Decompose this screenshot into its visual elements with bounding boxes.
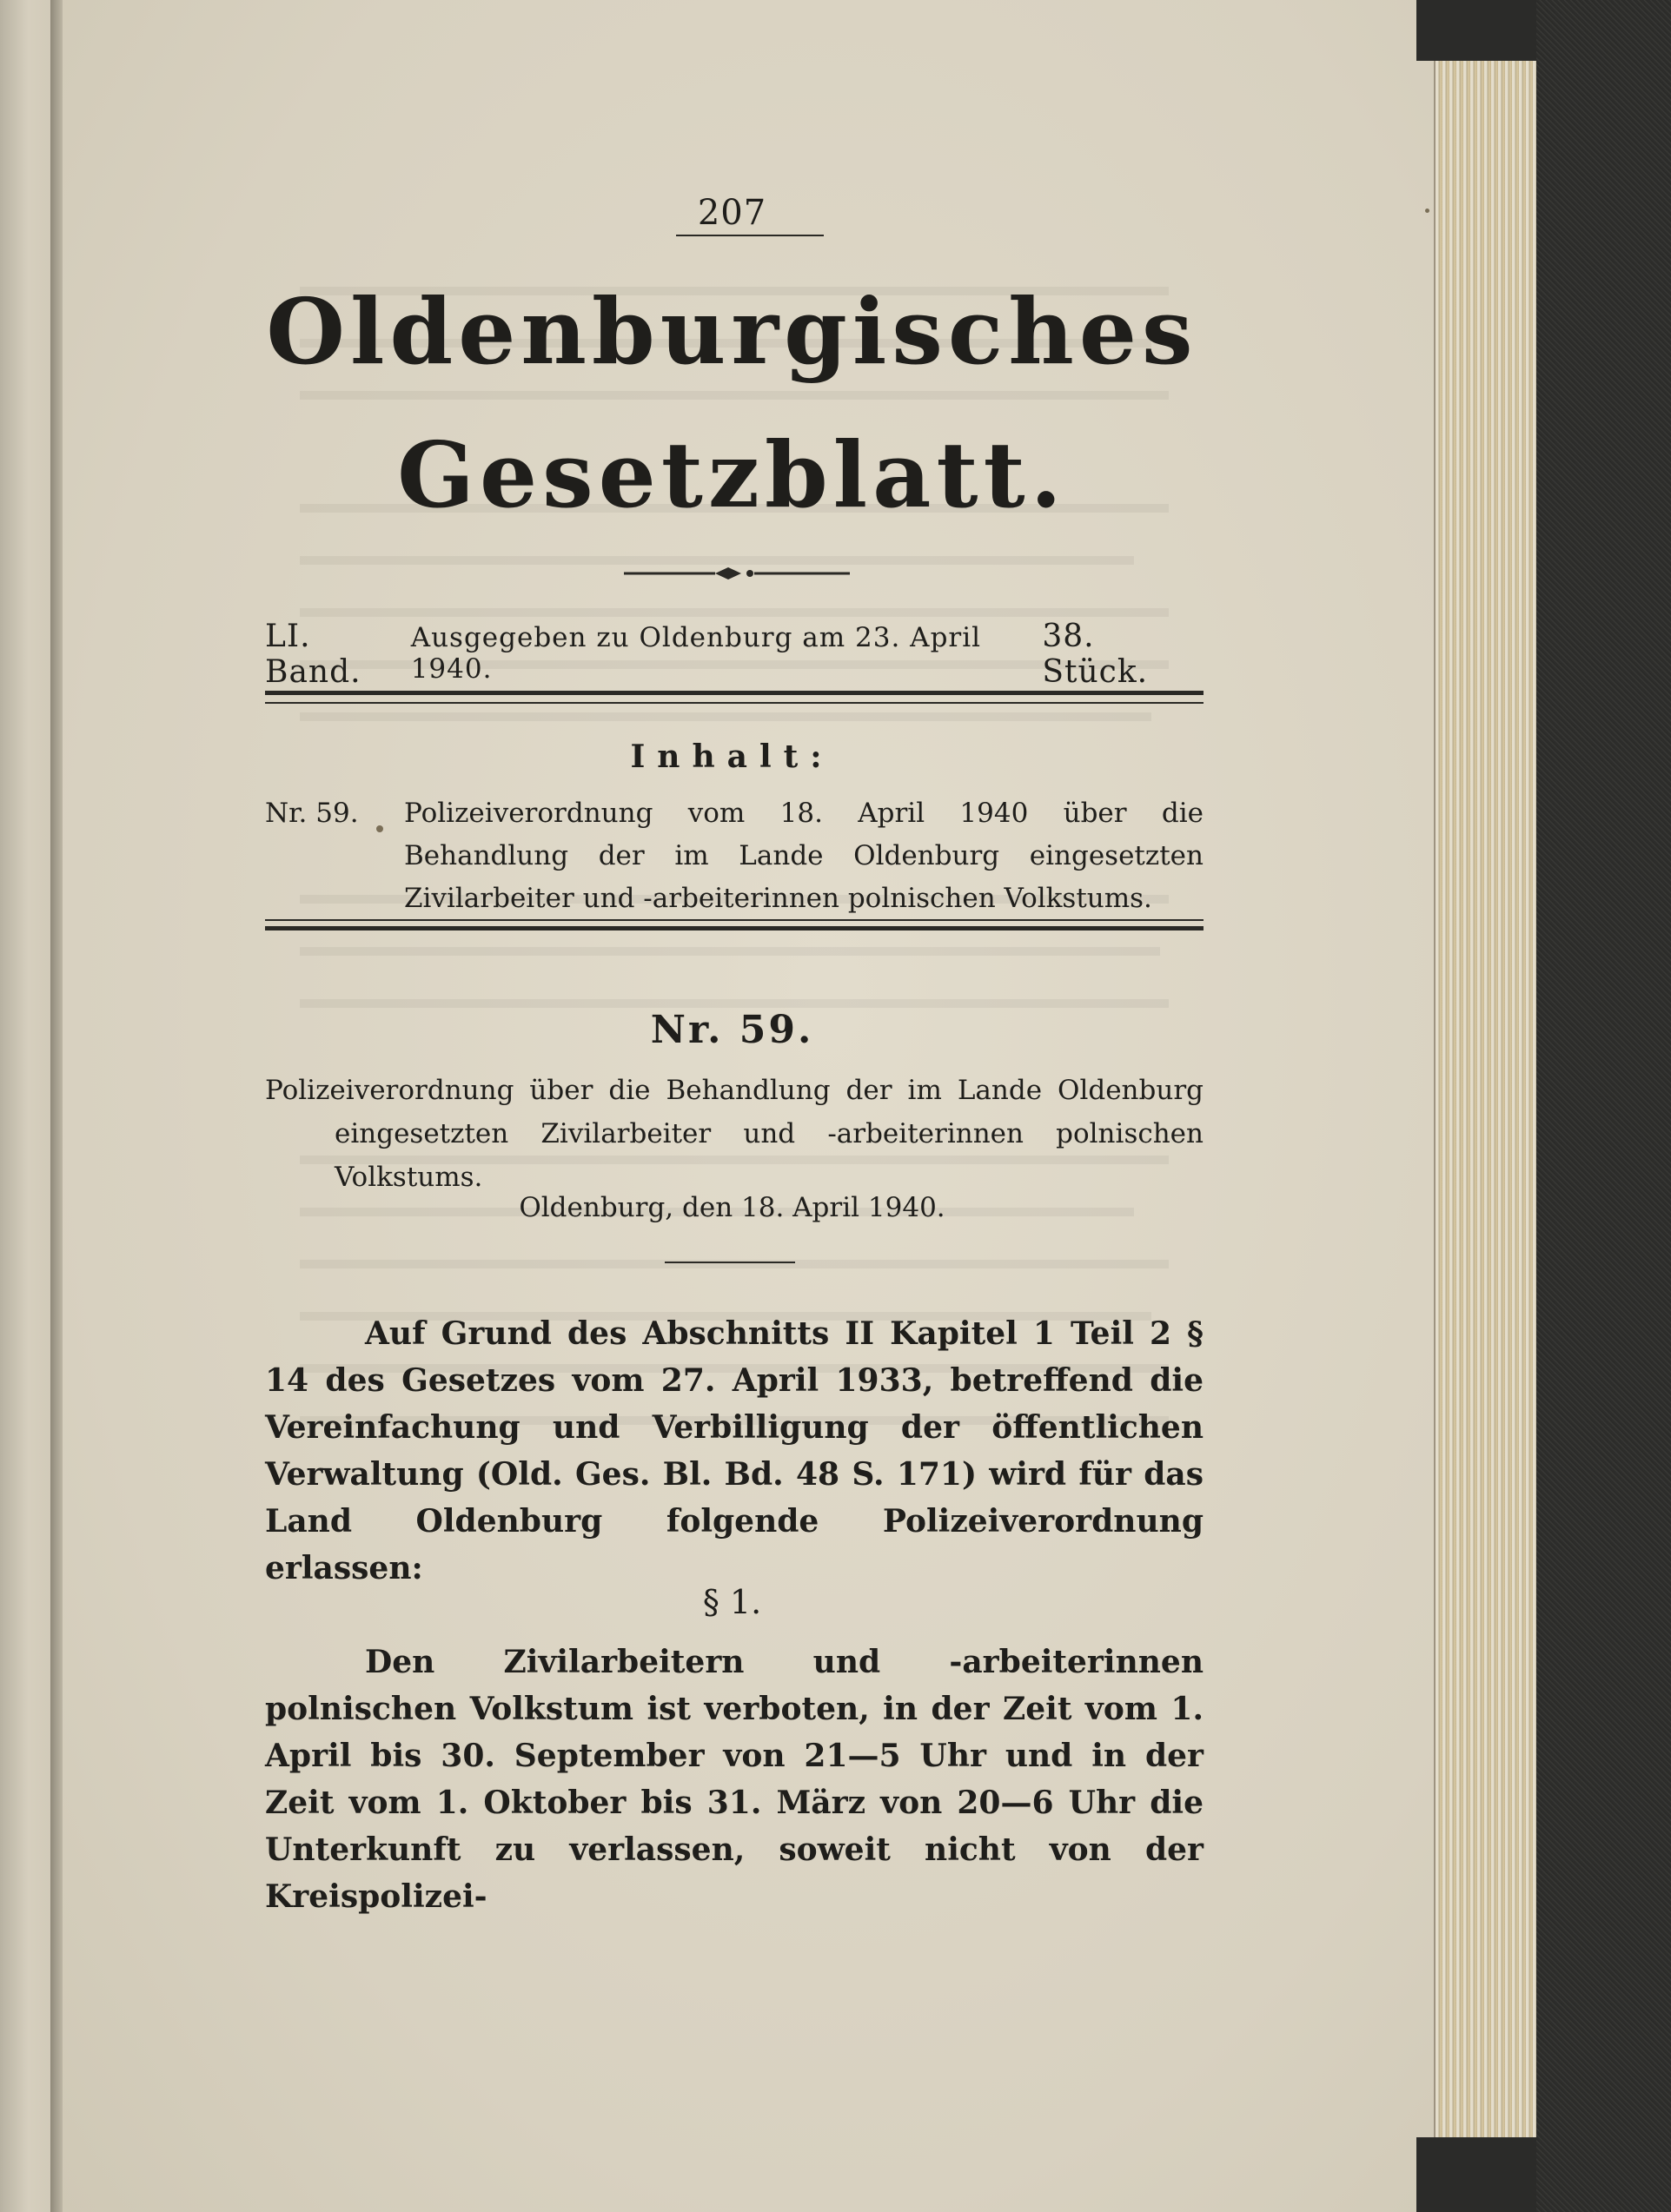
contents-entry-text: Polizeiverordnung vom 18. April 1940 über die Behandlung der im Lande Oldenburg eingesetzten Zivilarbeiter und -arbeiterinnen polnischen Volkstums. <box>404 798 1204 914</box>
title-ornament <box>624 563 850 584</box>
preamble-paragraph: Auf Grund des Abschnitts II Kapitel 1 Teil 2 § 14 des Gesetzes vom 27. April 1933, betreffend die Vereinfachung und Verbilligung der öffentlichen Verwaltung (Old. Ges. Bl. Bd. 48 S. 171) wird für das Land Oldenburg folgende Polizeiverordnung erlassen: <box>265 1315 1204 1586</box>
issue-date: Ausgegeben zu Oldenburg am 23. April 1940. <box>410 622 982 685</box>
contents-entry-number: Nr. 59. <box>265 798 359 829</box>
dateline-rule <box>665 1262 795 1263</box>
ordinance-number: Nr. 59. <box>650 1008 814 1052</box>
page-stack-edges <box>1434 61 1538 2137</box>
contents-entry <box>265 792 1204 920</box>
piece-number: 38. Stück. <box>1042 619 1149 690</box>
gazette-title-line-1: Oldenburgisches <box>266 278 1198 385</box>
double-rule-bottom-thick <box>265 926 1204 930</box>
page-number: 207 <box>697 193 767 233</box>
ordinance-title <box>265 1069 1204 1199</box>
ordinance-dateline: Oldenburg, den 18. April 1940. <box>519 1192 945 1223</box>
double-rule-top-thin <box>265 702 1204 704</box>
double-rule-top-thick <box>265 691 1204 695</box>
paper-speck <box>376 825 383 832</box>
contents-heading: Inhalt: <box>630 738 834 775</box>
double-rule-bottom-thin <box>265 919 1204 921</box>
book-cover-spine <box>1536 0 1671 2212</box>
paper-speck <box>1425 209 1429 213</box>
issue-info-line <box>265 619 1204 690</box>
gazette-title-line-2: Gesetzblatt. <box>397 421 1067 528</box>
section-sign: § 1. <box>702 1583 762 1621</box>
volume-label: LI. Band. <box>265 619 361 690</box>
ordinance-title-text: Polizeiverordnung über die Behandlung der im Lande Oldenburg eingesetzten Zivilarbeiter und -arbeiterinnen polnischen Volkstums. <box>265 1075 1204 1193</box>
page-number-rule <box>676 235 824 236</box>
section-1-paragraph: Den Zivilarbeitern und -arbeiterinnen polnischen Volkstum ist verboten, in der Zeit vom 1. April bis 30. September von 21—5 Uhr und in der Zeit vom 1. Oktober bis 31. März von 20—6 Uhr die Unterkunft zu verlassen, soweit nicht von der Kreispolizei- <box>265 1644 1204 1915</box>
